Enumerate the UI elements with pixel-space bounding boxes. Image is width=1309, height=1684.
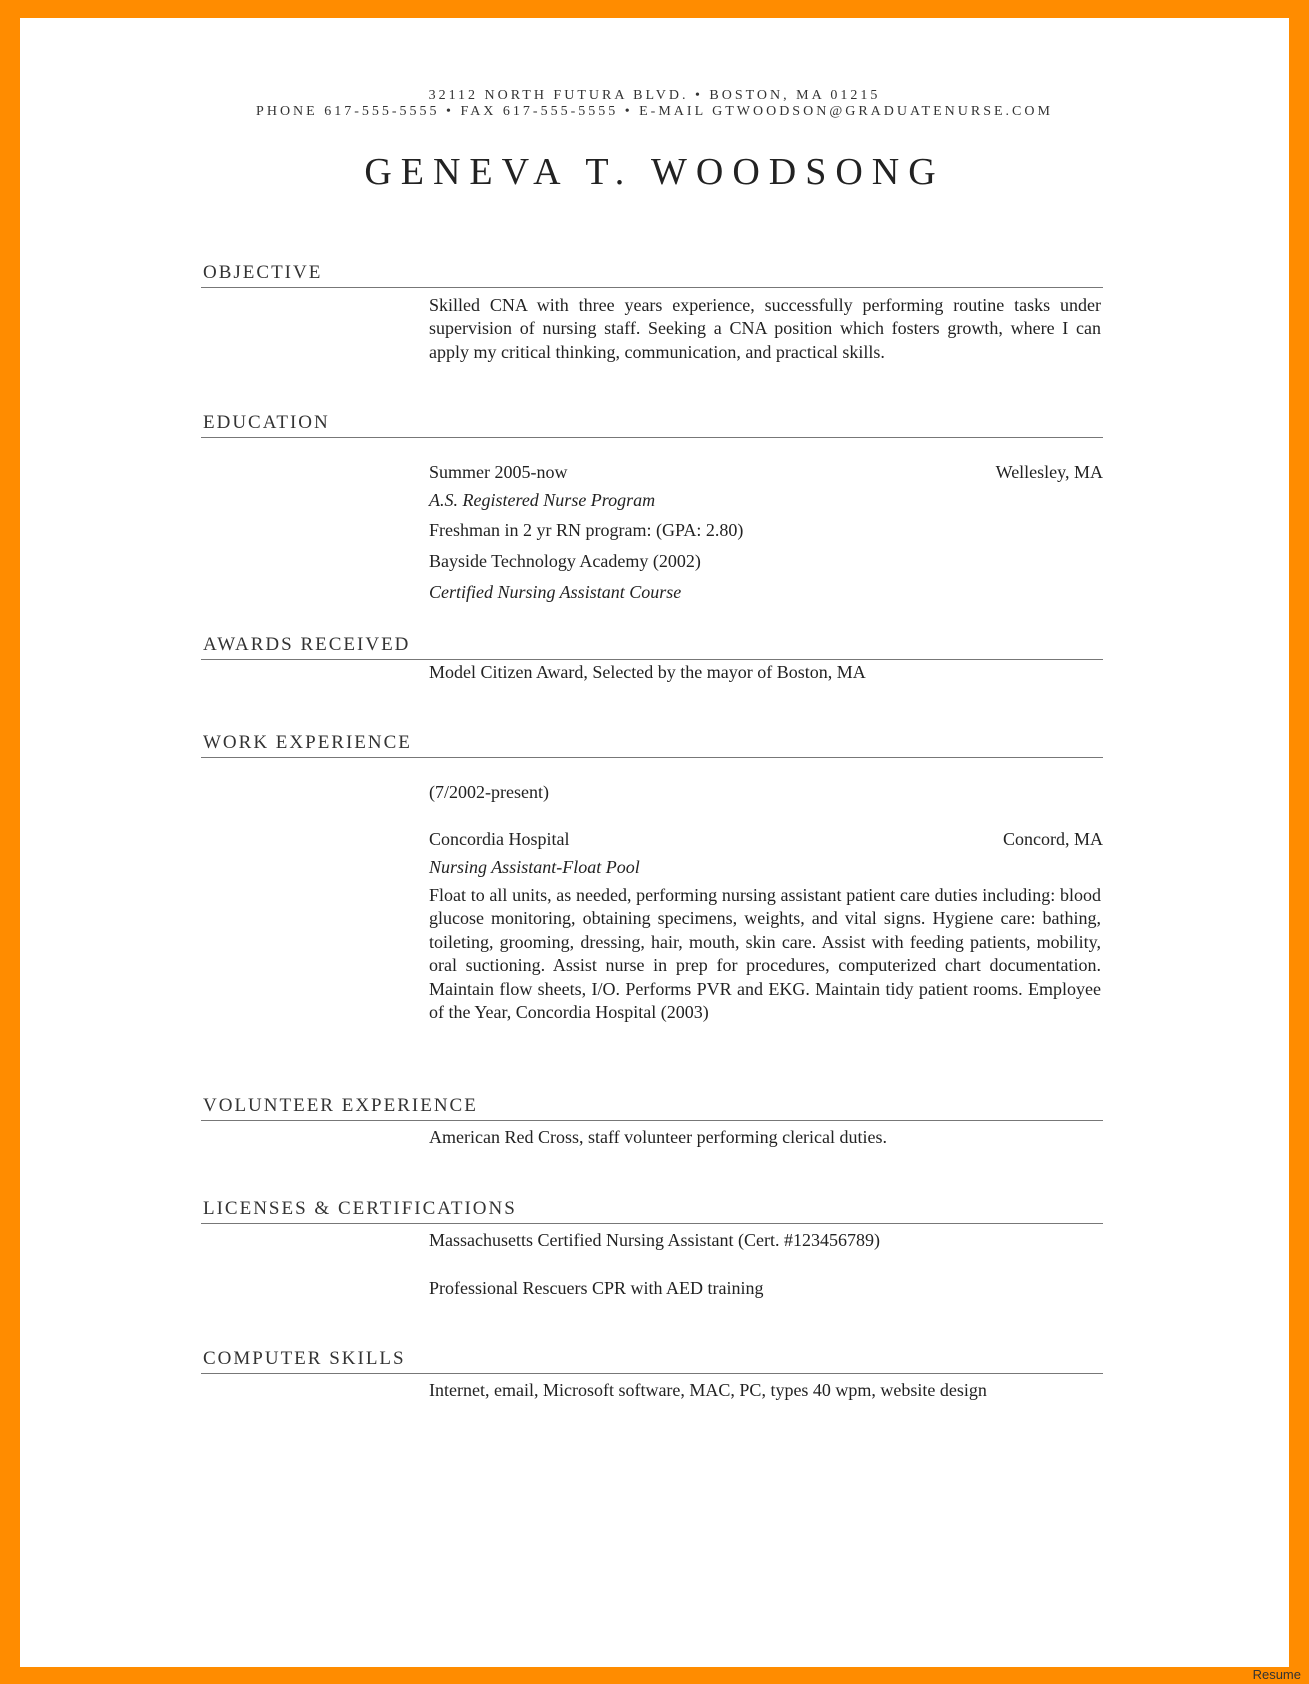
section-heading-volunteer: VOLUNTEER EXPERIENCE [203, 1095, 478, 1116]
section-heading-skills: COMPUTER SKILLS [203, 1348, 406, 1369]
section-heading-awards: AWARDS RECEIVED [203, 634, 411, 655]
work-title: Nursing Assistant-Float Pool [429, 857, 640, 877]
volunteer-item: American Red Cross, staff volunteer performing clerical duties. [429, 1127, 888, 1147]
skills-item: Internet, email, Microsoft software, MAC, PC, types 40 wpm, website design [429, 1380, 987, 1400]
license-item: Professional Rescuers CPR with AED training [429, 1278, 764, 1298]
section-heading-education: EDUCATION [203, 412, 330, 433]
award-item: Model Citizen Award, Selected by the mayor of Boston, MA [429, 662, 866, 682]
watermark: Resume [1252, 1667, 1301, 1682]
section-rule [201, 1373, 1103, 1374]
work-employer: Concordia Hospital [429, 829, 570, 849]
education-detail: Freshman in 2 yr RN program: (GPA: 2.80) [429, 520, 744, 540]
section-heading-licenses: LICENSES & CERTIFICATIONS [203, 1198, 517, 1219]
section-heading-work: WORK EXPERIENCE [203, 732, 412, 753]
education-program: A.S. Registered Nurse Program [429, 490, 656, 510]
section-rule [201, 1223, 1103, 1224]
objective-text: Skilled CNA with three years experience, successfully performing routine tasks under supervision of nursing staff. Seeking a CNA position which fosters growth, where I can apply my critical thinking, communication, and practical skills. [429, 295, 1101, 362]
section-heading-objective: OBJECTIVE [203, 262, 323, 283]
education-dates: Summer 2005-now [429, 462, 568, 482]
education-school: Bayside Technology Academy (2002) [429, 551, 701, 571]
section-rule [201, 1120, 1103, 1121]
section-rule [201, 659, 1103, 660]
license-item: Massachusetts Certified Nursing Assistant (Cert. #123456789) [429, 1230, 880, 1250]
contact-line: PHONE 617-555-5555 • FAX 617-555-5555 • E-MAIL GTWOODSON@GRADUATENURSE.COM [256, 104, 1053, 119]
section-rule [201, 757, 1103, 758]
section-rule [201, 287, 1103, 288]
work-location: Concord, MA [1003, 829, 1103, 849]
work-dates: (7/2002-present) [429, 782, 549, 802]
section-rule [201, 437, 1103, 438]
education-location: Wellesley, MA [995, 462, 1103, 482]
education-course: Certified Nursing Assistant Course [429, 582, 682, 602]
candidate-name: GENEVA T. WOODSONG [364, 151, 945, 193]
resume-page [20, 18, 1289, 1667]
work-description: Float to all units, as needed, performing nursing assistant patient care duties including: blood glucose monitoring, obtaining specimens, weights, and vital signs. Hygiene care: bathing, toileting, grooming, dressing, hair, mouth, skin care. Assist with feeding patients, mobility, oral suctioning. Assist nurse in prep for procedures, computerized chart documentation. Maintain flow sheets, I/O. Performs PVR and EKG. Maintain tidy patient rooms. Employee of the Year, Concordia Hospital (2003) [429, 885, 1101, 1023]
address-line: 32112 NORTH FUTURA BLVD. • BOSTON, MA 01215 [428, 88, 881, 103]
